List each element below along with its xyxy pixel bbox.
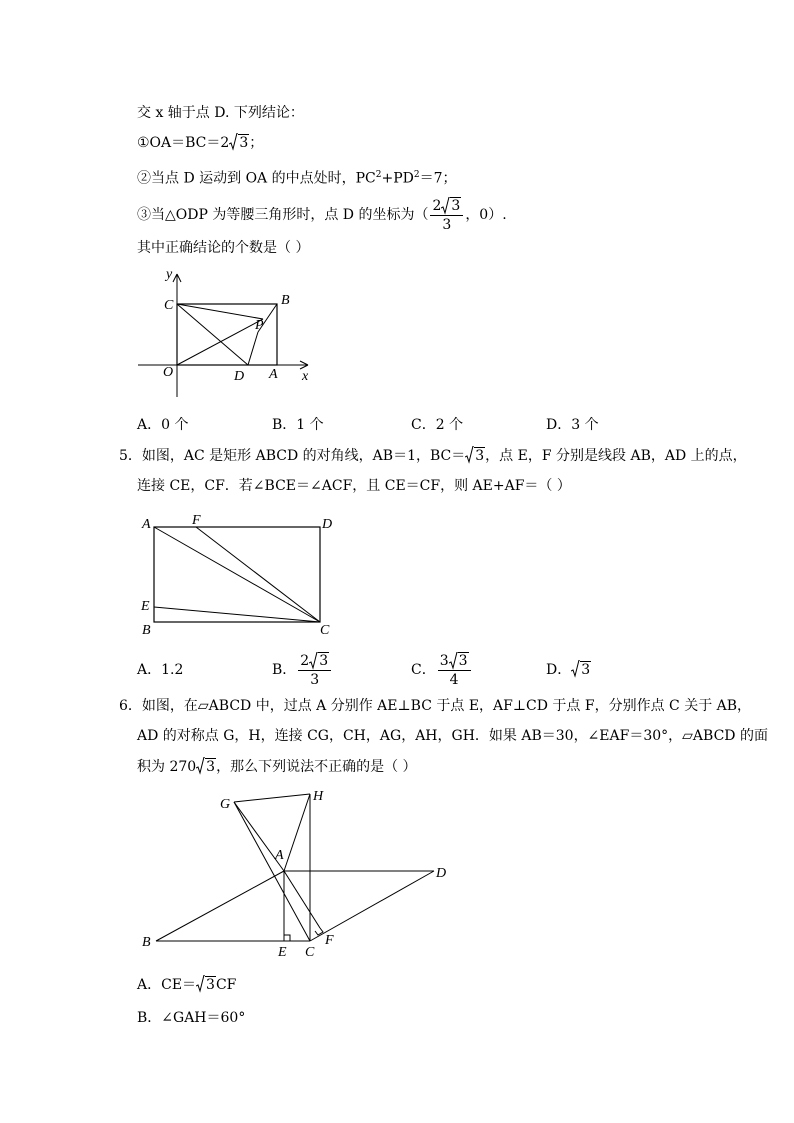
- segment-ba: [156, 871, 284, 941]
- label-a: A: [269, 367, 278, 382]
- q5-option-d: [546, 660, 591, 680]
- q6-line3-b: ，那么下列说法不正确的是（ ）: [216, 759, 417, 775]
- label-h: H: [313, 789, 324, 804]
- sqrt-symbol: [571, 660, 591, 680]
- q5-optb-coef: 2: [300, 652, 310, 669]
- q5-optc-den: 4: [449, 671, 459, 688]
- label-d: D: [234, 369, 245, 384]
- q4-c3-num-coef: 2: [432, 197, 442, 214]
- label-a: A: [275, 848, 284, 863]
- label-a: A: [142, 517, 151, 532]
- label-e: E: [141, 599, 150, 614]
- label-x: x: [302, 369, 309, 384]
- q5-line1-rad: 3: [475, 448, 485, 464]
- q5-optc-rad: 3: [458, 652, 468, 669]
- q5-option-d-label: D．: [546, 662, 572, 678]
- q4-c1-prefix: ①OA＝BC＝2: [137, 135, 230, 151]
- segment-gh: [234, 794, 310, 802]
- right-angle-e-icon: [284, 935, 290, 941]
- label-b: B: [142, 935, 151, 950]
- label-d: D: [436, 866, 447, 881]
- q6-line2: AD 的对称点 G，H，连接 CG，CH，AG，AH，GH．如果 AB＝30，∠EAF＝30°，▱ABCD 的面: [137, 728, 768, 744]
- q5-line1: [119, 446, 747, 466]
- q5-option-c-label: C．: [411, 662, 436, 678]
- sqrt-symbol: [465, 446, 485, 466]
- segment-dp: [248, 332, 258, 365]
- q4-option-c: C．2 个: [411, 417, 464, 433]
- q5-option-b-fraction: [298, 652, 331, 689]
- q5-option-b-label: B．: [272, 662, 297, 678]
- segment-cd: [177, 304, 248, 365]
- label-f: F: [192, 513, 201, 528]
- q4-option-d: D．3 个: [546, 417, 599, 433]
- label-g: G: [220, 797, 231, 812]
- q6-line3-a: 积为 270: [137, 759, 197, 775]
- sqrt-symbol: [309, 652, 329, 670]
- segment-ce: [154, 607, 320, 622]
- segment-cp: [177, 304, 263, 319]
- q5-option-b: [272, 648, 333, 692]
- q4-c2-text: ②当点 D 运动到 OA 的中点处时，PC: [137, 170, 376, 187]
- q4-c3-num-rad: 3: [451, 197, 461, 214]
- q5-line1-b: ，点 E，F 分别是线段 AB，AD 上的点，: [485, 448, 747, 464]
- diagonal-ac: [154, 527, 320, 622]
- q5-figure: [136, 508, 346, 640]
- sqrt-symbol: [441, 197, 461, 215]
- q6-figure: [134, 782, 454, 962]
- label-c: C: [320, 623, 330, 638]
- q5-optb-rad: 3: [319, 652, 329, 669]
- q4-conclusion-3: [137, 193, 507, 237]
- q5-optb-den: 3: [310, 671, 320, 688]
- q4-question: 其中正确结论的个数是（ ）: [137, 240, 310, 256]
- label-p: P: [255, 318, 264, 333]
- q4-c3-fraction: [430, 197, 463, 234]
- q4-c3-prefix: ③当△ODP 为等腰三角形时，点 D 的坐标为（: [137, 207, 429, 223]
- segment-cf: [196, 527, 320, 622]
- q5-option-c: [411, 648, 473, 692]
- sqrt-symbol: [196, 975, 216, 995]
- q4-c3-suffix: ，0）.: [465, 207, 507, 223]
- q6-option-a-suffix: CF: [215, 977, 237, 993]
- label-f: F: [325, 933, 334, 948]
- q5-option-a: A．1.2: [137, 662, 184, 678]
- label-y: y: [166, 267, 173, 282]
- sqrt-symbol: [229, 133, 249, 153]
- sqrt-symbol: [196, 757, 216, 777]
- segment-dc: [310, 871, 434, 941]
- q6-option-b: B．∠GAH＝60°: [137, 1010, 246, 1026]
- q5-optd-rad: 3: [581, 662, 591, 678]
- q6-option-a: [137, 975, 236, 995]
- label-o: O: [163, 365, 174, 380]
- q4-conclusion-2: [137, 165, 457, 189]
- q4-c2-sup: 2: [375, 170, 382, 180]
- q6-option-a-label: A．CE＝: [137, 977, 197, 993]
- q4-c1-radicand: 3: [239, 135, 249, 151]
- label-d: D: [322, 517, 333, 532]
- q6-line1: 6．如图，在▱ABCD 中，过点 A 分别作 AE⊥BC 于点 E，AF⊥CD 于点 F，分别作点 C 关于 AB，: [119, 698, 752, 714]
- q5-line1-a: 5．如图，AC 是矩形 ABCD 的对角线，AB＝1，BC＝: [119, 448, 466, 464]
- label-e: E: [278, 945, 287, 960]
- q4-c2-end: ＝7；: [419, 170, 457, 187]
- q4-intro: 交 x 轴于点 D. 下列结论：: [137, 105, 304, 121]
- label-b: B: [281, 293, 290, 308]
- q6-line3: [137, 757, 417, 777]
- q5-line2: 连接 CE，CF．若∠BCE＝∠ACF，且 CE＝CF，则 AE+AF＝（ ）: [137, 478, 571, 494]
- segment-af: [284, 871, 320, 928]
- q4-option-a: A．0 个: [137, 417, 189, 433]
- q6-opta-rad: 3: [206, 977, 215, 993]
- label-c: C: [305, 945, 315, 960]
- q4-c2-sup2: 2: [413, 170, 420, 180]
- q5-option-c-fraction: [438, 652, 471, 689]
- q4-option-b: B．1 个: [272, 417, 324, 433]
- q4-c2-mid: +PD: [381, 170, 414, 187]
- q4-conclusion-1: [137, 133, 263, 153]
- label-c: C: [164, 298, 174, 313]
- segment-ha: [284, 794, 310, 871]
- label-b: B: [142, 623, 151, 638]
- q4-figure: [130, 262, 320, 402]
- q4-c3-den: 3: [442, 216, 452, 233]
- sqrt-symbol: [449, 652, 469, 670]
- q4-c1-suffix: ；: [249, 135, 264, 151]
- q6-line3-rad: 3: [206, 759, 216, 775]
- q5-optc-coef: 3: [439, 652, 449, 669]
